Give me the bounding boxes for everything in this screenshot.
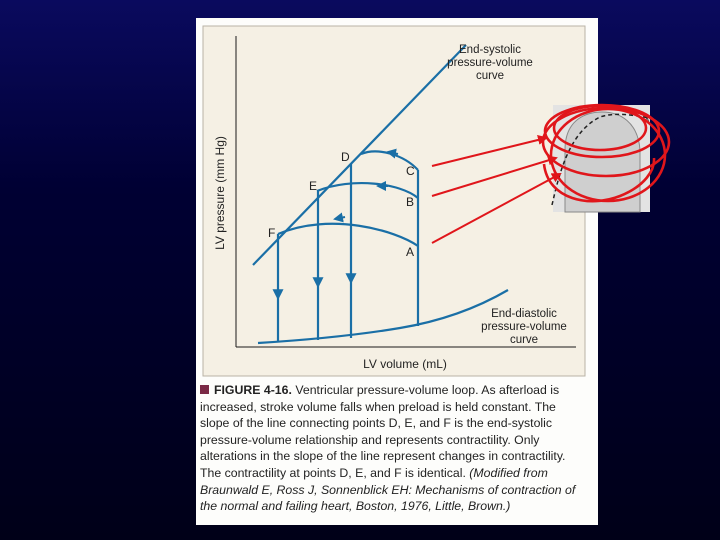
caption-text: Ventricular pressure-volume loop. As afterload is increased, stroke volume falls when preload is held constant. The slope of the line connecting points D, E, and F is the end-systolic pressure-volume relationship and represents contractility. Only alterations in the slope of the line represent changes in contractility. The contractility at points D, E, and F is identical. [200,383,566,480]
point-label-f: F [268,226,276,240]
inset-corner-label: A [644,116,651,126]
end-systolic-label-2: pressure-volume [447,57,533,69]
point-label-d: D [341,150,350,164]
point-label-e: E [309,179,318,193]
figure-caption [200,382,586,515]
x-axis-label: LV volume (mL) [363,357,447,371]
figure-number: FIGURE 4-16. [214,383,292,397]
caption-reference: (Modified from Braunwald E, Ross J, Sonnenblick EH: Mechanisms of contraction of the normal and failing heart, [200,465,576,514]
point-label-c: C [406,164,415,178]
end-systolic-label-3: curve [475,70,505,82]
end-diastolic-label-2: pressure-volume [481,321,567,333]
end-diastolic-label-1: End-diastolic [491,308,557,320]
caption-reference-tail: Boston, 1976, Little, Brown.) [355,499,511,514]
end-diastolic-label-3: curve [509,334,539,346]
point-label-a: A [406,245,415,259]
caption-bullet [200,385,209,394]
point-label-b: B [406,195,415,209]
y-axis-label: LV pressure (mm Hg) [213,136,227,250]
end-systolic-label-1: End-systolic [459,44,521,56]
